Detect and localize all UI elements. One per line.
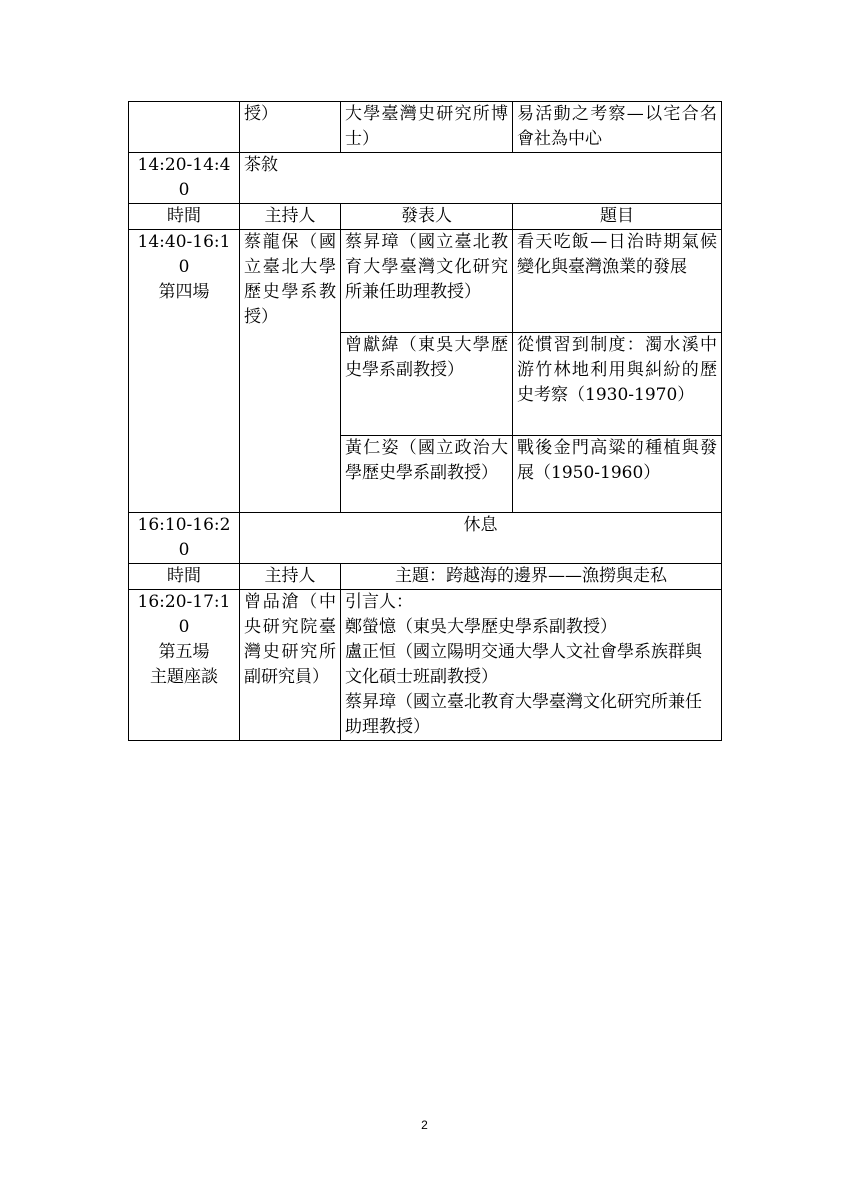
header-row-2 [129,564,722,590]
header-2-topic: 主題：跨越海的邊界——漁撈與走私 [341,564,722,590]
session-5-row [129,590,722,741]
continued-host-cell: 授） [240,102,341,153]
header-time: 時間 [129,204,240,230]
session-5-speakers-label: 引言人： [345,592,413,612]
continued-presenter-cell: 大學臺灣史研究所博士） [341,102,513,153]
tea-break-label: 茶敘 [240,153,722,204]
continued-row [129,102,722,153]
session-4-time: 14:40-16:10 [137,232,231,277]
session-4-paper-2-title: 從慣習到制度：濁水溪中游竹林地利用與糾紛的歷史考察（1930-1970） [513,333,722,436]
tea-break-row [129,153,722,204]
session-4-paper-3-title: 戰後金門高粱的種植與發展（1950-1960） [513,436,722,513]
header-title: 題目 [513,204,722,230]
session-5-time-cell [129,590,240,741]
session-5-speaker-2: 盧正恒（國立陽明交通大學人文社會學系族群與文化碩士班副教授） [345,642,702,687]
header-2-time: 時間 [129,564,240,590]
session-4-paper-1-presenter: 蔡昇璋（國立臺北教育大學臺灣文化研究所兼任助理教授） [341,230,513,333]
session-5-speaker-1: 鄭螢憶（東吳大學歷史學系副教授） [345,617,617,637]
continued-title-cell: 易活動之考察—以宅合名會社為中心 [513,102,722,153]
header-2-host: 主持人 [240,564,341,590]
page-number: 2 [421,1118,428,1132]
header-presenter: 發表人 [341,204,513,230]
session-5-time: 16:20-17:10 [137,592,231,637]
session-4-paper-1 [129,230,722,333]
agenda-table [128,101,722,741]
session-5-host: 曾品滄（中央研究院臺灣史研究所副研究員） [240,590,341,741]
continued-time-cell [129,102,240,153]
header-row-1 [129,204,722,230]
tea-break-time: 14:20-14:40 [129,153,240,204]
rest-break-label: 休息 [240,513,722,564]
rest-break-row [129,513,722,564]
rest-break-time: 16:10-16:20 [129,513,240,564]
session-4-paper-1-title: 看天吃飯—日治時期氣候變化與臺灣漁業的發展 [513,230,722,333]
session-4-host: 蔡龍保（國立臺北大學歷史學系教授） [240,230,341,513]
session-5-type: 主題座談 [150,667,218,687]
session-4-paper-2-presenter: 曾獻緯（東吳大學歷史學系副教授） [341,333,513,436]
session-4-name: 第四場 [158,282,210,302]
session-5-name: 第五場 [158,642,210,662]
session-5-speakers-cell [341,590,722,741]
session-4-time-cell [129,230,240,513]
session-4-paper-3-presenter: 黃仁姿（國立政治大學歷史學系副教授） [341,436,513,513]
session-5-speaker-3: 蔡昇璋（國立臺北教育大學臺灣文化研究所兼任助理教授） [345,692,702,737]
header-host: 主持人 [240,204,341,230]
